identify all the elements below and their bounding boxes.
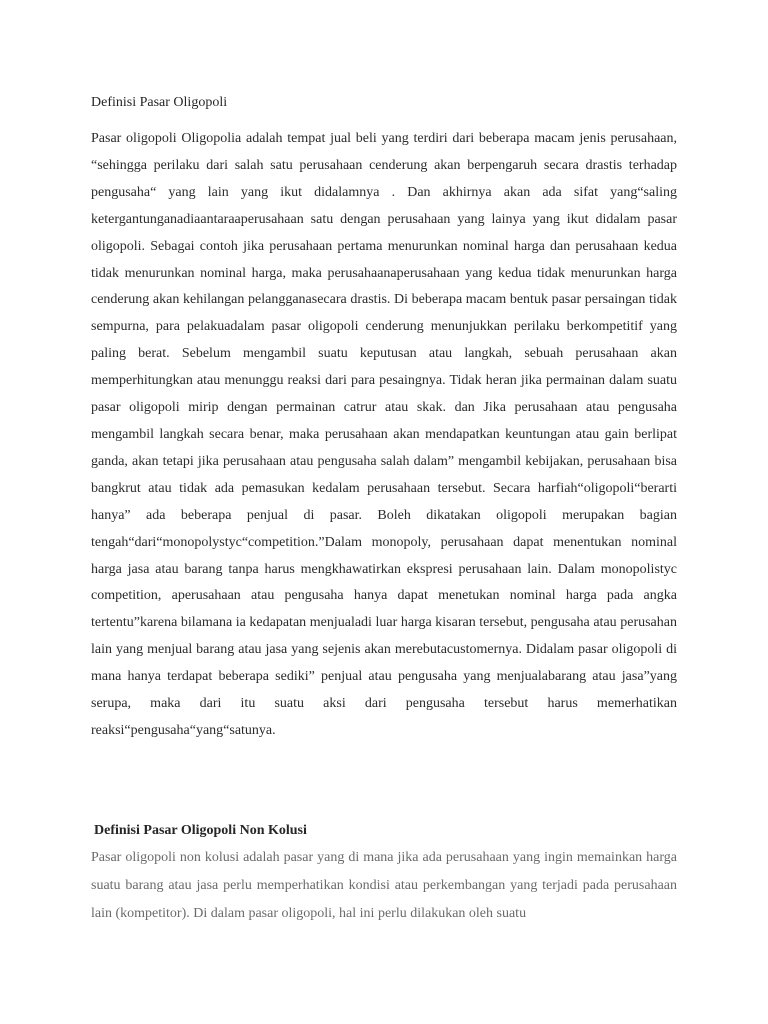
paragraph-oligopoli-non-kolusi: Pasar oligopoli non kolusi adalah pasar yang di mana jika ada perusahaan yang ingin memainkan harga suatu barang atau jasa perlu memperhatikan kondisi atau perkembangan yang terjadi pada perusahaan lain (kompetitor). Di dalam pasar oligopoli, hal ini perlu dilakukan oleh suatu — [91, 850, 677, 921]
section-title-oligopoli-non-kolusi: Definisi Pasar Oligopoli Non Kolusi — [94, 823, 307, 838]
paragraph-pasar-oligopoli: Pasar oligopoli Oligopolia adalah tempat jual beli yang terdiri dari beberapa macam jenis perusahaan, “sehingga perilaku dari salah satu perusahaan cenderung akan berpengaruh secara drastis terhadap pengusaha“ yang lain yang ikut didalamnya . Dan akhirnya akan ada sifat yang“saling ketergantunganadiaantaraaperusahaan satu dengan perusahaan yang lainya yang ikut didalam pasar oligopoli. Sebagai contoh jika perusahaan pertama menurunkan nominal harga dan perusahaan kedua tidak menurunkan nominal harga, maka perusahaanaperusahaan yang kedua tidak menurunkan harga cenderung akan kehilangan pelangganasecara drastis. Di beberapa macam bentuk pasar persaingan tidak sempurna, para pelakuadalam pasar oligopoli cenderung menunjukkan perilaku berkompetitif yang paling berat. Sebelum mengambil suatu keputusan atau langkah, sebuah perusahaan akan memperhitungkan atau menunggu reaksi dari para pesaingnya. Tidak heran jika permainan dalam suatu pasar oligopoli mirip dengan permainan catrur atau skak. dan Jika perusahaan atau pengusaha mengambil langkah secara benar, maka perusahaan akan mendapatkan keuntungan atau gain berlipat ganda, akan tetapi jika perusahaan atau pengusaha salah dalam” mengambil kebijakan, perusahaan bisa bangkrut atau tidak ada pemasukan kedalam perusahaan tersebut. Secara harfiah“oligopoli“berarti hanya” ada beberapa penjual di pasar. Boleh dikatakan oligopoli merupakan bagian tengah“dari“monopolystyc“competition.”Dalam monopoly, perusahaan dapat menentukan nominal harga jasa atau barang tanpa harus mengkhawatirkan ekspresi perusahaan lain. Dalam monopolistyc competition, aperusahaan atau pengusaha hanya dapat menetukan nominal harga pada angka tertentu”karena bilamana ia kedapatan menjualadi luar harga kisaran tersebut, pengusaha atau perusahan lain yang menjual barang atau jasa yang sejenis akan merebutacustomernya. Didalam pasar oligopoli di mana hanya terdapat beberapa sediki” penjual atau pengusaha yang menjualabarang atau jasa”yang serupa, maka dari itu suatu aksi dari pengusaha tersebut harus memerhatikan reaksi“pengusaha“yang“satunya. — [91, 131, 677, 738]
section-title-definisi-pasar-oligopoli: Definisi Pasar Oligopoli — [91, 95, 228, 110]
